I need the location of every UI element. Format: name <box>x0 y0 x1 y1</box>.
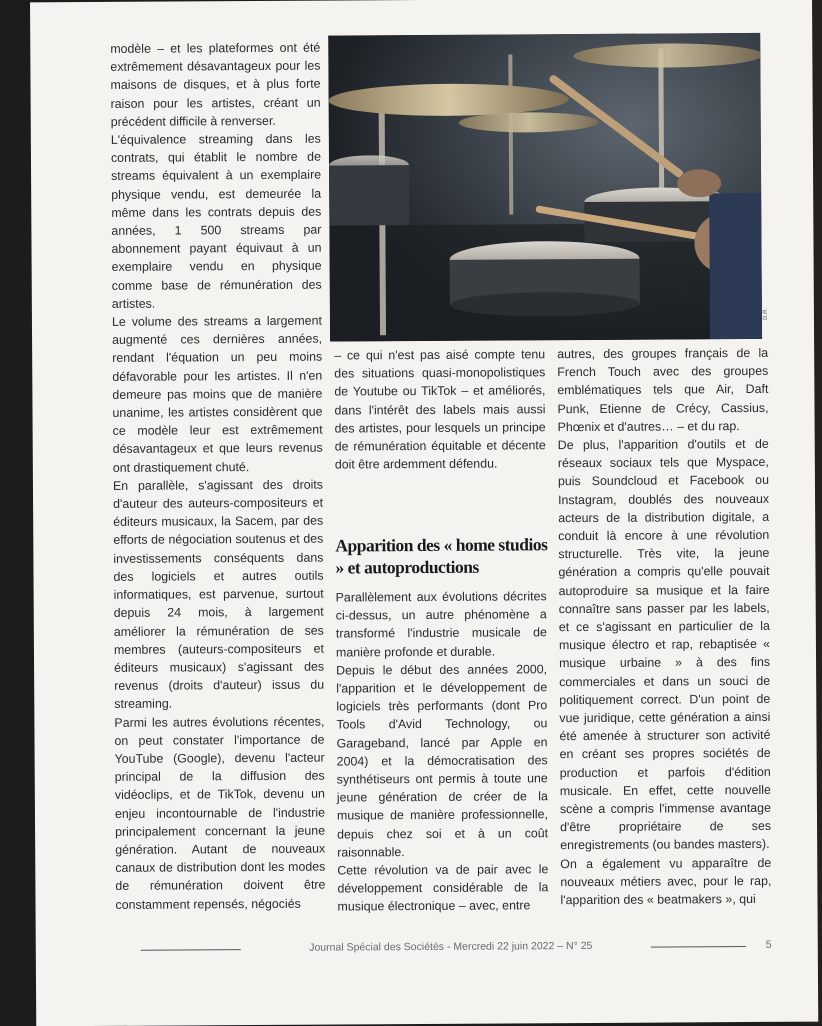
column-right <box>557 344 771 910</box>
paragraph: modèle – et les plateformes ont été extrêmement désavantageux pour les maisons de disques, et à plus forte raison pour les artistes, créant un précédent difficile à renverser. <box>110 40 321 129</box>
paragraph: – ce qui n'est pas aisé compte tenu des situations quasi-monopolistiques de Youtube ou TikTok – et améliorés, dans l'intérêt des labels mais aussi des artistes, pour lesquels un principe de rémunération équitable et décente doit être ardemment défendu. <box>334 347 546 472</box>
footer-rule-right <box>651 946 746 948</box>
magazine-page <box>30 0 818 1026</box>
column-middle-top <box>334 345 546 474</box>
paragraph: Parallèlement aux évolutions décrites ci-dessus, un autre phénomène a transformé l'industrie musicale de manière profonde et durable. <box>335 589 547 660</box>
paragraph: autres, des groupes français de la French Touch avec des groupes emblématiques tels que Air, Daft Punk, Etienne de Crécy, Cassius, Phœnix et d'autres… – et du rap. <box>557 345 769 434</box>
footer-publication-line: Journal Spécial des Sociétés - Mercredi 22 juin 2022 – N° 25 <box>309 939 593 954</box>
drum-kit-illustration <box>328 33 762 342</box>
footer-rule-left <box>141 949 241 951</box>
paragraph: Le volume des streams a largement augmenté ces dernières années, rendant l'équation un peu moins défavorable pour les artistes. Il n'en demeure pas moins que de manière unanime, les artistes considèrent que ce modèle leur est extrêmement désavantageux et que leurs revenus ont drastiquement chuté. <box>111 313 323 475</box>
paragraph: Parmi les autres évolutions récentes, on peut constater l'importance de YouTube (Google), devenu l'acteur principal de la diffusion des vidéoclips, et de TikTok, devenu un enjeu incontournable de l'industrie principalement concernant la jeune génération. Autant de nouveaux canaux de distribution dont les modes de rémunération doivent être constamment repensés, négociés <box>114 714 326 912</box>
column-left <box>110 39 325 914</box>
paragraph: L'équivalence streaming dans les contrats, qui établit le nombre de streams équivalent à un exemplaire physique vendu, est demeurée la même dans les contrats depuis des années, 1 500 streams par abonnement payant équivaut à un exemplaire vendu en physique comme base de rémunération des artistes. <box>110 131 322 311</box>
page-footer <box>116 936 776 960</box>
column-middle-body <box>336 587 549 916</box>
paragraph: En parallèle, s'agissant des droits d'auteur des auteurs-compositeurs et éditeurs musicaux, la Sacem, par des efforts de négociation soutenus et des investissements conséquents dans des logiciels et autres outils informatiques, est parvenue, surtout depuis 24 mois, à largement améliorer la rémunération de ses membres (auteurs-compositeurs et éditeurs musicaux) s'agissant des revenus (droits d'auteur) issus du streaming. <box>112 477 325 712</box>
paragraph: De plus, l'apparition d'outils et de réseaux sociaux tels que Myspace, puis Soundcloud et Facebook ou Instagram, doublés des nouveaux acteurs de la distribution digitale, a conduit là encore à une révolution structurelle. Très vite, la jeune génération a compris qu'elle pouvait autoproduire sa musique et la faire connaître sans passer par les labels, et ce s'agissant en particulier de la musique électro et rap, rebaptisée « musique urbaine » à des fins commerciales et dans un souci de politiquement correct. D'un point de vue juridique, cette génération a ainsi été amenée à structurer son activité en créant ses propres sociétés de production et parfois d'édition musicale. En effet, cette nouvelle scène a compris l'immense avantage d'être propriétaire de ses enregistrements (ou bandes masters). <box>557 436 772 853</box>
paragraph: On a également vu apparaître de nouveaux métiers avec, pour le rap, l'apparition des « beatmakers », qui <box>560 855 772 908</box>
paragraph: Cette révolution va de pair avec le développement considérable de la musique électronique – avec, entre <box>337 862 549 914</box>
paragraph: Depuis le début des années 2000, l'apparition et le développement de logiciels très performants (dont Pro Tools d'Avid Technology, ou Garageband, lancé par Apple en 2004) et la démocratisation des synthétiseurs ont permis à toute une jeune génération de créer de la musique de manière professionnelle, depuis chez soi et à un coût raisonnable. <box>336 662 549 860</box>
photo-credit: D.R. <box>762 307 769 320</box>
page-number: 5 <box>765 938 772 951</box>
section-heading: Apparition des « home studios » et autoproductions <box>335 534 548 578</box>
drummer-photo <box>328 33 762 342</box>
